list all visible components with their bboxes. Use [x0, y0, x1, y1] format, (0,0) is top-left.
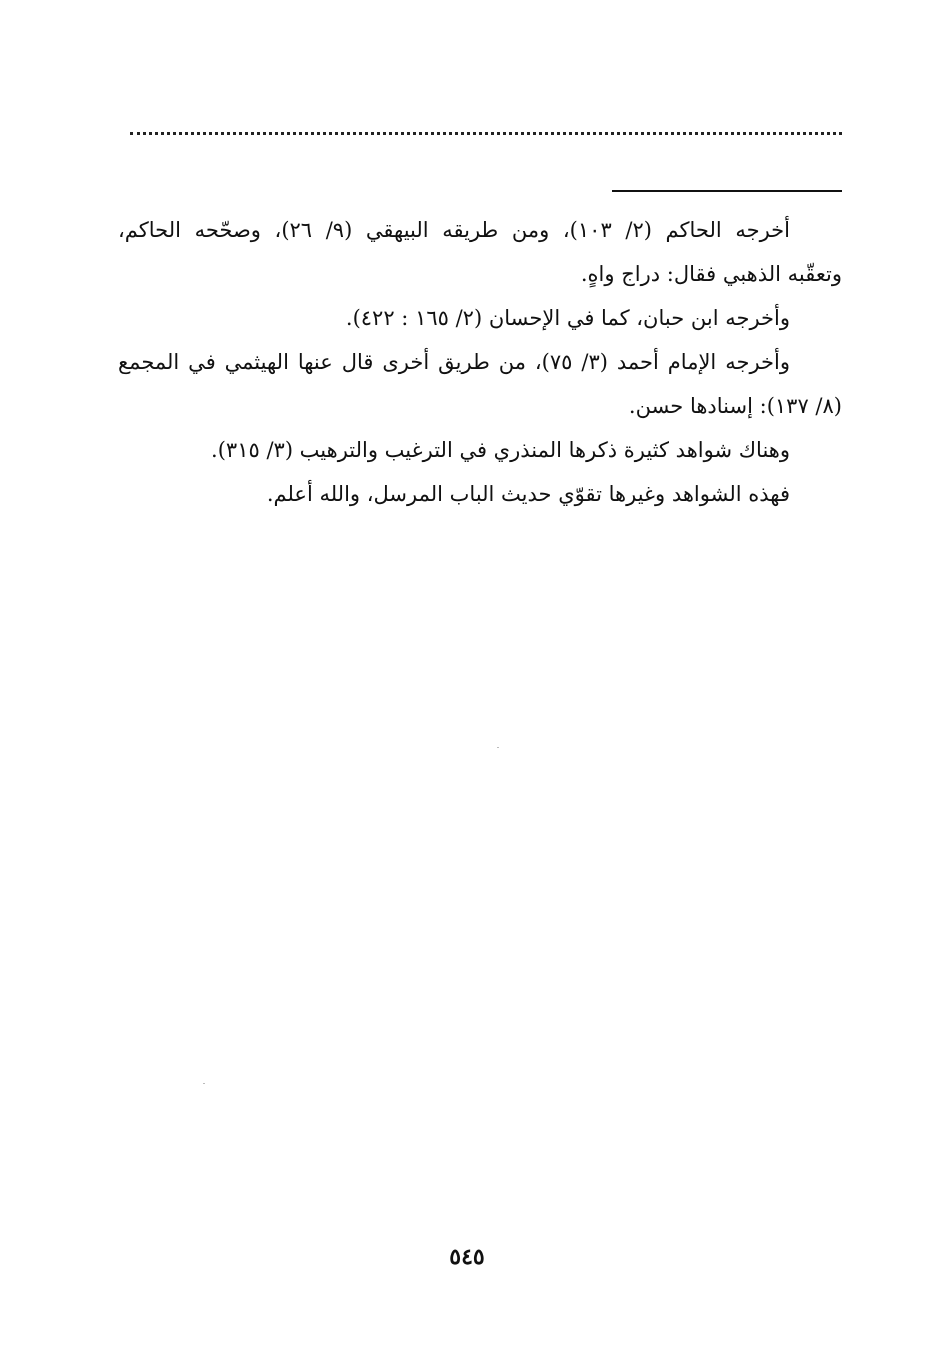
footnotes-block — [118, 208, 842, 516]
scan-speck — [497, 747, 499, 748]
dotted-separator — [130, 132, 842, 135]
footnote-line: أخرجه الحاكم (٢/ ١٠٣)، ومن طريقه البيهقي (٩/ ٢٦)، وصحّحه الحاكم، — [118, 218, 790, 242]
footnote-line: وهناك شواهد كثيرة ذكرها المنذري في الترغيب والترهيب (٣/ ٣١٥). — [211, 438, 790, 462]
footnote-line: وأخرجه الإمام أحمد (٣/ ٧٥)، من طريق أخرى قال عنها الهيثمي في المجمع — [118, 350, 790, 374]
footnote-line: (٨/ ١٣٧): إسنادها حسن. — [628, 394, 842, 418]
footnote-rule — [612, 190, 842, 192]
footnote-line: وأخرجه ابن حبان، كما في الإحسان (٢/ ١٦٥ : ٤٢٢). — [345, 306, 790, 330]
scan-speck — [203, 1083, 205, 1084]
footnote-line: فهذه الشواهد وغيرها تقوّي حديث الباب المرسل، والله أعلم. — [266, 482, 790, 506]
page-number: ٥٤٥ — [449, 1244, 485, 1270]
footnote-line: وتعقّبه الذهبي فقال: دراج واهٍ. — [580, 262, 842, 286]
